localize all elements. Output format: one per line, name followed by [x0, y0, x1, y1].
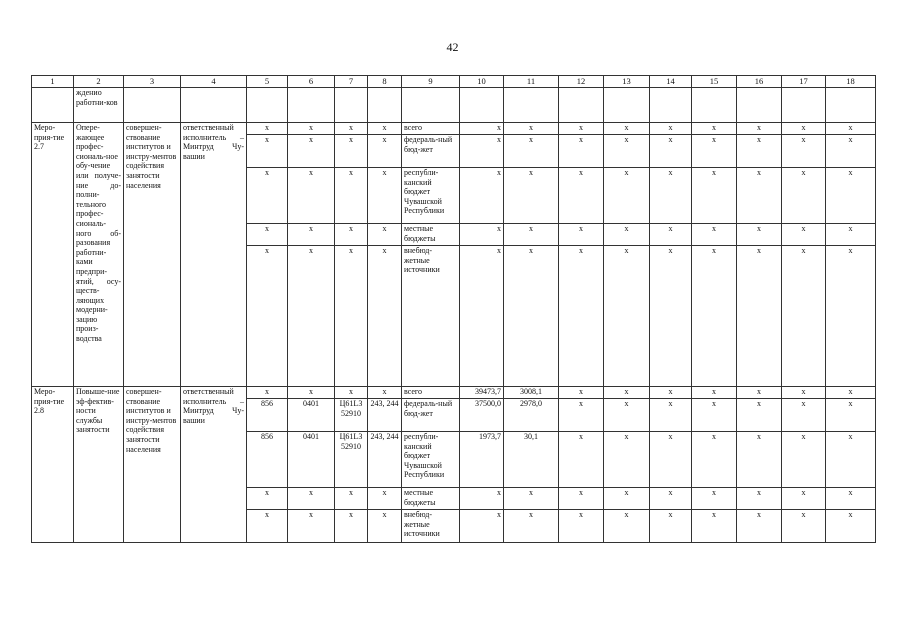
value-col-17: х	[782, 399, 826, 432]
value-col-16: х	[737, 432, 782, 488]
empty-cell	[32, 88, 74, 123]
value-col-14: х	[650, 432, 692, 488]
measure-2-7-row-1	[32, 123, 876, 135]
column-header-11: 11	[504, 76, 559, 88]
value-col-13: х	[604, 246, 650, 387]
column-header-8: 8	[368, 76, 402, 88]
measure-2-8-title: Повыше-ние эф-фектив-ности службы занятости	[74, 387, 124, 543]
value-col-12: х	[559, 123, 604, 135]
value-col-18: х	[826, 510, 876, 543]
value-col-16: х	[737, 224, 782, 246]
value-col-17: х	[782, 168, 826, 224]
grbs-code: х	[247, 387, 288, 399]
value-col-11: 3008,1	[504, 387, 559, 399]
value-col-17: х	[782, 510, 826, 543]
empty-cell	[604, 88, 650, 123]
value-col-10: х	[460, 246, 504, 387]
value-col-17: х	[782, 224, 826, 246]
expense-type-code: х	[368, 224, 402, 246]
value-col-10: х	[460, 488, 504, 510]
value-col-11: х	[504, 123, 559, 135]
empty-cell	[335, 88, 368, 123]
empty-cell	[737, 88, 782, 123]
expense-type-code: х	[368, 123, 402, 135]
value-col-15: х	[692, 432, 737, 488]
value-col-12: х	[559, 246, 604, 387]
grbs-code: х	[247, 123, 288, 135]
value-col-16: х	[737, 246, 782, 387]
value-col-15: х	[692, 135, 737, 168]
empty-cell	[288, 88, 335, 123]
grbs-code: х	[247, 224, 288, 246]
value-col-14: х	[650, 224, 692, 246]
value-col-18: х	[826, 387, 876, 399]
value-col-15: х	[692, 123, 737, 135]
target-article-code: х	[335, 168, 368, 224]
value-col-12: х	[559, 135, 604, 168]
value-col-12: х	[559, 510, 604, 543]
value-col-14: х	[650, 135, 692, 168]
funding-source: федераль-ный бюд-жет	[402, 399, 460, 432]
value-col-18: х	[826, 224, 876, 246]
column-header-16: 16	[737, 76, 782, 88]
value-col-18: х	[826, 168, 876, 224]
measure-2-8-name: Меро-прия-тие 2.8	[32, 387, 74, 543]
target-article-code: х	[335, 488, 368, 510]
value-col-14: х	[650, 488, 692, 510]
value-col-15: х	[692, 488, 737, 510]
column-header-15: 15	[692, 76, 737, 88]
column-header-4: 4	[181, 76, 247, 88]
value-col-14: х	[650, 387, 692, 399]
column-header-10: 10	[460, 76, 504, 88]
empty-cell	[826, 88, 876, 123]
value-col-13: х	[604, 510, 650, 543]
value-col-13: х	[604, 123, 650, 135]
section-code: х	[288, 123, 335, 135]
column-header-9: 9	[402, 76, 460, 88]
measure-2-7-task: совершен-ствование институтов и инстру-ментов содействия занятости населения	[124, 123, 181, 387]
empty-cell	[650, 88, 692, 123]
funding-source: всего	[402, 123, 460, 135]
grbs-code: х	[247, 510, 288, 543]
funding-source: внебюд-жетные источники	[402, 510, 460, 543]
value-col-11: 2978,0	[504, 399, 559, 432]
funding-source: республи-канский бюджет Чувашской Республики	[402, 432, 460, 488]
target-article-code: х	[335, 224, 368, 246]
empty-cell	[559, 88, 604, 123]
value-col-13: х	[604, 432, 650, 488]
empty-cell	[124, 88, 181, 123]
section-code: 0401	[288, 399, 335, 432]
value-col-18: х	[826, 432, 876, 488]
expense-type-code: х	[368, 246, 402, 387]
grbs-code: х	[247, 246, 288, 387]
value-col-13: х	[604, 399, 650, 432]
section-code: х	[288, 510, 335, 543]
value-col-17: х	[782, 432, 826, 488]
budget-table	[31, 75, 876, 543]
section-code: х	[288, 135, 335, 168]
value-col-16: х	[737, 123, 782, 135]
value-col-10: 37500,0	[460, 399, 504, 432]
grbs-code: х	[247, 168, 288, 224]
value-col-15: х	[692, 387, 737, 399]
section-code: х	[288, 488, 335, 510]
column-header-1: 1	[32, 76, 74, 88]
empty-cell	[402, 88, 460, 123]
value-col-12: х	[559, 432, 604, 488]
carry-over-row	[32, 88, 876, 123]
value-col-11: х	[504, 246, 559, 387]
target-article-code: х	[335, 246, 368, 387]
funding-source: местные бюджеты	[402, 224, 460, 246]
column-header-12: 12	[559, 76, 604, 88]
section-code: х	[288, 387, 335, 399]
section-code: х	[288, 224, 335, 246]
grbs-code: 856	[247, 432, 288, 488]
empty-cell	[692, 88, 737, 123]
target-article-code: Ц61L3 52910	[335, 432, 368, 488]
funding-source: республи-канский бюджет Чувашской Республики	[402, 168, 460, 224]
empty-cell	[782, 88, 826, 123]
value-col-12: х	[559, 224, 604, 246]
column-header-6: 6	[288, 76, 335, 88]
value-col-11: х	[504, 224, 559, 246]
value-col-13: х	[604, 387, 650, 399]
value-col-11: х	[504, 135, 559, 168]
value-col-15: х	[692, 224, 737, 246]
value-col-13: х	[604, 488, 650, 510]
value-col-17: х	[782, 135, 826, 168]
column-header-18: 18	[826, 76, 876, 88]
column-header-2: 2	[74, 76, 124, 88]
value-col-18: х	[826, 399, 876, 432]
value-col-14: х	[650, 399, 692, 432]
expense-type-code: х	[368, 488, 402, 510]
value-col-12: х	[559, 168, 604, 224]
value-col-10: х	[460, 135, 504, 168]
value-col-17: х	[782, 123, 826, 135]
value-col-15: х	[692, 246, 737, 387]
value-col-11: х	[504, 168, 559, 224]
value-col-14: х	[650, 168, 692, 224]
measure-2-8-task: совершен-ствование институтов и инстру-ментов содействия занятости населения	[124, 387, 181, 543]
value-col-16: х	[737, 488, 782, 510]
target-article-code: х	[335, 387, 368, 399]
empty-cell	[504, 88, 559, 123]
expense-type-code: 243, 244	[368, 399, 402, 432]
section-code: х	[288, 246, 335, 387]
funding-source: местные бюджеты	[402, 488, 460, 510]
value-col-11: х	[504, 488, 559, 510]
header-row	[32, 76, 876, 88]
expense-type-code: х	[368, 168, 402, 224]
empty-cell	[247, 88, 288, 123]
value-col-18: х	[826, 123, 876, 135]
column-header-14: 14	[650, 76, 692, 88]
expense-type-code: х	[368, 135, 402, 168]
column-header-17: 17	[782, 76, 826, 88]
target-article-code: х	[335, 135, 368, 168]
empty-cell	[181, 88, 247, 123]
value-col-17: х	[782, 387, 826, 399]
value-col-17: х	[782, 488, 826, 510]
value-col-14: х	[650, 246, 692, 387]
funding-source: всего	[402, 387, 460, 399]
value-col-15: х	[692, 399, 737, 432]
carry-over-title: жденио работни-ков	[74, 88, 124, 123]
column-header-5: 5	[247, 76, 288, 88]
value-col-14: х	[650, 123, 692, 135]
value-col-12: х	[559, 488, 604, 510]
value-col-12: х	[559, 387, 604, 399]
measure-2-7-executor: ответственный исполнитель – Минтруд Чу-вашии	[181, 123, 247, 387]
value-col-16: х	[737, 399, 782, 432]
column-header-3: 3	[124, 76, 181, 88]
value-col-13: х	[604, 224, 650, 246]
expense-type-code: х	[368, 510, 402, 543]
value-col-15: х	[692, 510, 737, 543]
value-col-10: х	[460, 168, 504, 224]
funding-source: внебюд-жетные источники	[402, 246, 460, 387]
value-col-13: х	[604, 135, 650, 168]
value-col-13: х	[604, 168, 650, 224]
column-header-7: 7	[335, 76, 368, 88]
value-col-14: х	[650, 510, 692, 543]
value-col-10: 39473,7	[460, 387, 504, 399]
value-col-16: х	[737, 168, 782, 224]
column-header-13: 13	[604, 76, 650, 88]
page-number: 42	[446, 40, 459, 54]
value-col-10: х	[460, 123, 504, 135]
section-code: 0401	[288, 432, 335, 488]
empty-cell	[460, 88, 504, 123]
value-col-18: х	[826, 488, 876, 510]
target-article-code: х	[335, 510, 368, 543]
grbs-code: х	[247, 488, 288, 510]
value-col-17: х	[782, 246, 826, 387]
measure-2-8-row-1	[32, 387, 876, 399]
grbs-code: х	[247, 135, 288, 168]
measure-2-8-executor: ответственный исполнитель – Минтруд Чу-вашии	[181, 387, 247, 543]
value-col-16: х	[737, 387, 782, 399]
value-col-12: х	[559, 399, 604, 432]
expense-type-code: х	[368, 387, 402, 399]
measure-2-7-name: Меро-прия-тие 2.7	[32, 123, 74, 387]
measure-2-7-title: Опере-жающее профес-сиональ-ное обу-чение или получе-ние до-полни-тельного профес-сиональ-ного об-разования работни-ками предпри-ятий, осу-ществ-ляющих модерни-зацию произ-водства	[74, 123, 124, 387]
value-col-10: 1973,7	[460, 432, 504, 488]
value-col-15: х	[692, 168, 737, 224]
section-code: х	[288, 168, 335, 224]
value-col-18: х	[826, 246, 876, 387]
target-article-code: х	[335, 123, 368, 135]
value-col-18: х	[826, 135, 876, 168]
value-col-11: х	[504, 510, 559, 543]
value-col-10: х	[460, 224, 504, 246]
value-col-16: х	[737, 135, 782, 168]
empty-cell	[368, 88, 402, 123]
value-col-11: 30,1	[504, 432, 559, 488]
funding-source: федераль-ный бюд-жет	[402, 135, 460, 168]
grbs-code: 856	[247, 399, 288, 432]
target-article-code: Ц61L3 52910	[335, 399, 368, 432]
value-col-10: х	[460, 510, 504, 543]
expense-type-code: 243, 244	[368, 432, 402, 488]
value-col-16: х	[737, 510, 782, 543]
